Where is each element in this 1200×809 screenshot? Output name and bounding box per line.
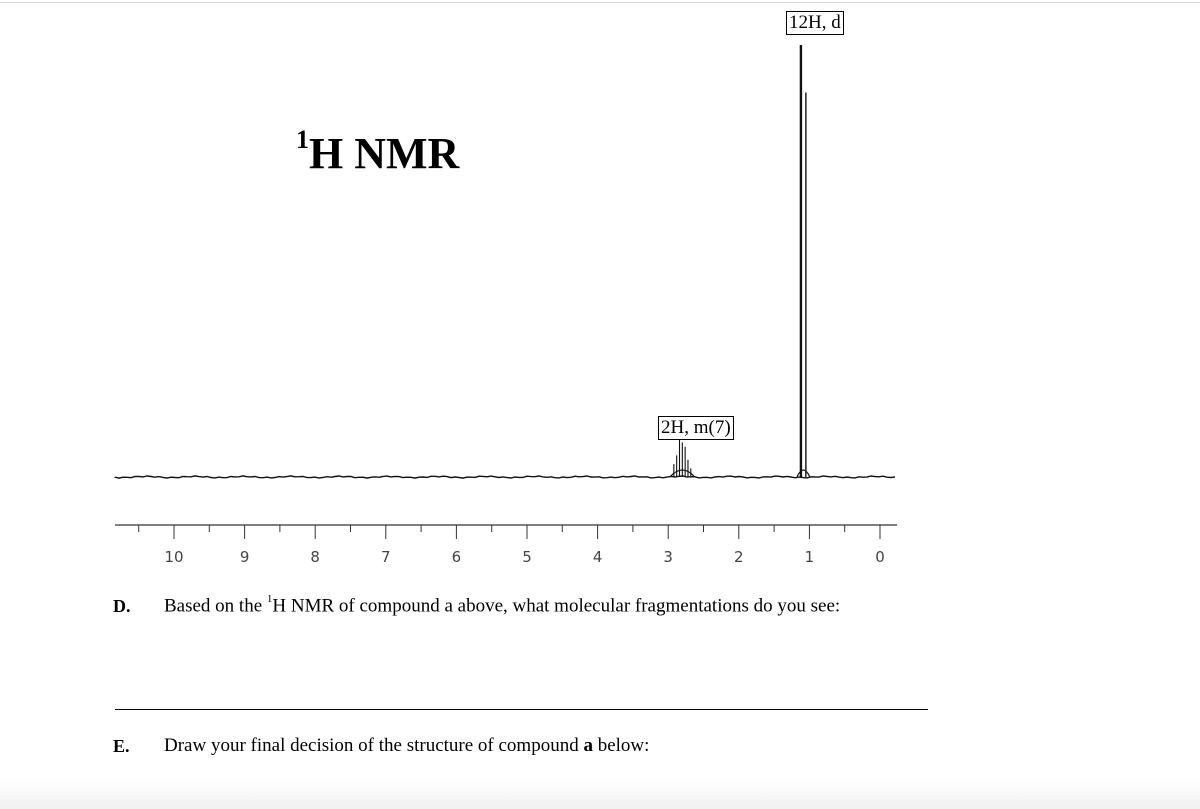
peak-foot [797,470,810,477]
peak-lines [670,45,810,477]
x-tick-label: 4 [592,548,603,566]
x-tick-label: 5 [522,548,532,566]
question-e-text [164,735,649,757]
question-d-text-start: Based on the [164,595,267,617]
x-axis-ticks [139,525,880,539]
x-tick-label: 8 [310,548,320,566]
question-e-compound: a [583,735,593,756]
bottom-band [0,779,1200,809]
x-tick-label: 9 [239,548,250,566]
x-tick-label: 6 [451,548,462,566]
peak-label-multiplet: 2H, m(7) [658,416,734,440]
x-axis-tick-labels [164,548,884,566]
title-superscript: 1 [296,125,309,155]
question-d-text-end: H NMR of compound a above, what molecular fragmentations do you see: [272,595,841,617]
x-tick-label: 3 [663,548,673,566]
peak-label-doublet: 12H, d [786,11,844,35]
x-tick-label: 2 [734,548,744,566]
spectrum-trace [115,476,895,478]
x-tick-label: 7 [381,548,391,566]
question-e-text-end: below: [592,735,650,756]
x-tick-label: 0 [875,548,885,566]
spectrum-title [296,125,460,179]
question-e-text-start: Draw your final decision of the structure of compound [164,735,584,756]
title-main: H NMR [309,129,460,178]
question-d-text [164,595,840,617]
question-d-letter: D. [113,596,131,616]
question-e-letter: E. [113,736,130,756]
answer-line [115,709,928,710]
x-tick-label: 1 [804,548,815,566]
question-d-superscript: 1 [266,593,273,605]
x-tick-label: 10 [164,548,184,566]
